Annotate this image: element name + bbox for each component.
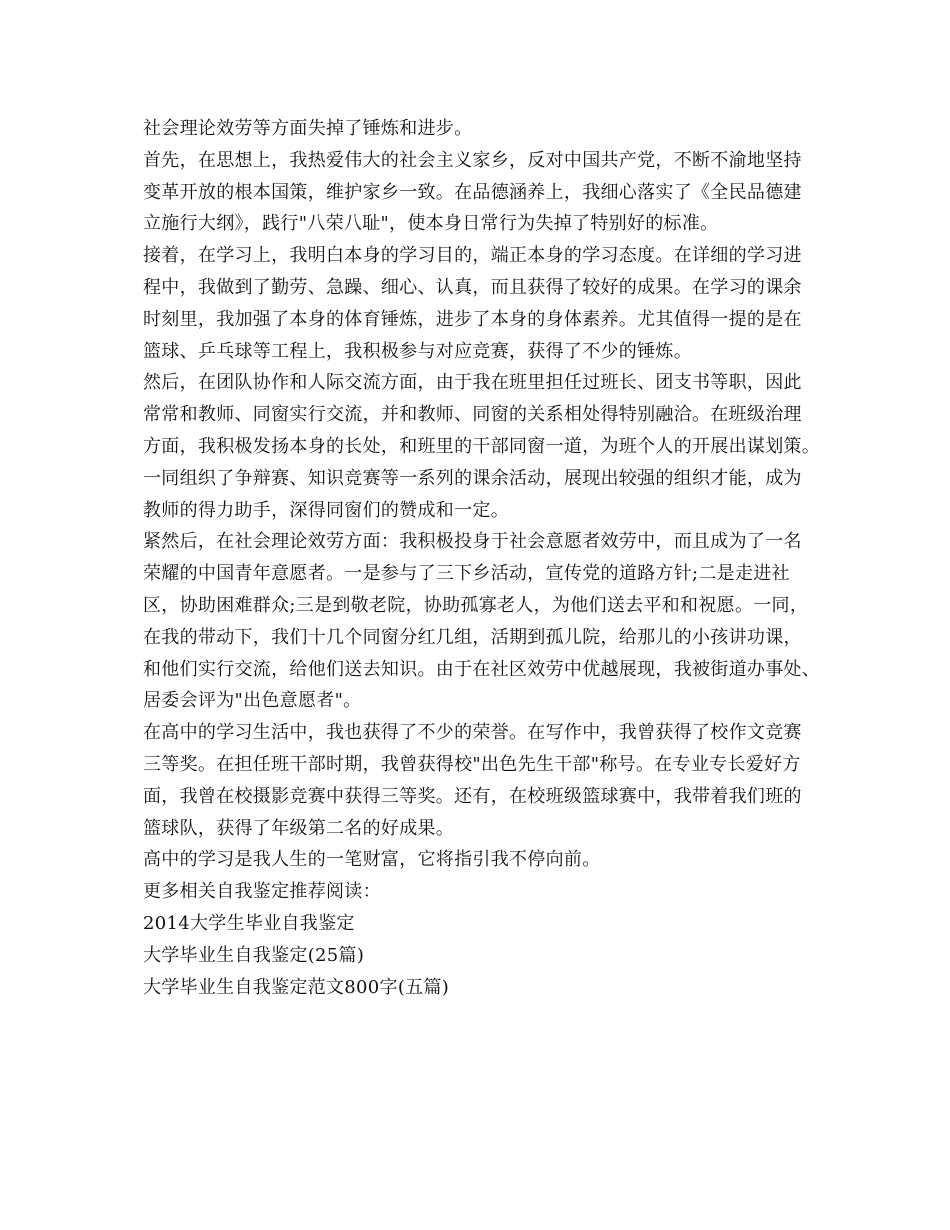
text-line: 教师的得力助手，深得同窗们的赞成和一定。: [143, 499, 509, 521]
text-line: 首先，在思想上，我热爱伟大的社会主义家乡，反对中国共产党，不断不渝地坚持: [143, 149, 802, 171]
text-line: 在高中的学习生活中，我也获得了不少的荣誉。在写作中，我曾获得了校作文竞赛: [143, 722, 802, 744]
related-link[interactable]: 大学毕业生自我鉴定范文800字(五篇): [143, 976, 450, 998]
related-link[interactable]: 2014大学生毕业自我鉴定: [143, 912, 355, 934]
text-line: 高中的学习是我人生的一笔财富，它将指引我不停向前。: [143, 849, 601, 871]
related-reading-heading: 更多相关自我鉴定推荐阅读：: [143, 881, 381, 903]
text-line: 方面，我积极发扬本身的长处，和班里的干部同窗一道，为班个人的开展出谋划策。: [143, 435, 821, 457]
text-line: 篮球、乒乓球等工程上，我积极参与对应竞赛，获得了不少的锤炼。: [143, 340, 692, 362]
text-line: 在我的带动下，我们十几个同窗分红几组，活期到孤儿院，给那儿的小孩讲功课，: [143, 626, 802, 648]
text-line: 程中，我做到了勤劳、急躁、细心、认真，而且获得了较好的成果。在学习的课余: [143, 276, 802, 298]
text-line: 居委会评为"出色意愿者"。: [143, 690, 362, 712]
text-line: 面，我曾在校摄影竞赛中获得三等奖。还有，在校班级篮球赛中，我带着我们班的: [143, 785, 802, 807]
text-line: 时刻里，我加强了本身的体育锤炼，进步了本身的身体素养。尤其值得一提的是在: [143, 308, 802, 330]
text-line: 和他们实行交流，给他们送去知识。由于在社区效劳中优越展现，我被街道办事处、: [143, 658, 821, 680]
text-line: 变革开放的根本国策，维护家乡一致。在品德涵养上，我细心落实了《全民品德建: [143, 181, 802, 203]
text-line: 常常和教师、同窗实行交流，并和教师、同窗的关系相处得特别融洽。在班级治理: [143, 404, 802, 426]
text-line: 然后，在团队协作和人际交流方面，由于我在班里担任过班长、团支书等职，因此: [143, 372, 802, 394]
text-line: 三等奖。在担任班干部时期，我曾获得校"出色先生干部"称号。在专业专长爱好方: [143, 753, 801, 775]
text-line: 社会理论效劳等方面失掉了锤炼和进步。: [143, 118, 473, 139]
text-line: 一同组织了争辩赛、知识竞赛等一系列的课余活动，展现出较强的组织才能，成为: [143, 467, 802, 489]
text-line: 区，协助困难群众;三是到敬老院，协助孤寡老人，为他们送去平和和祝愿。一同，: [143, 594, 809, 616]
text-line: 紧然后，在社会理论效劳方面：我积极投身于社会意愿者效劳中，而且成为了一名: [143, 531, 802, 553]
text-line: 接着，在学习上，我明白本身的学习目的，端正本身的学习态度。在详细的学习进: [143, 245, 802, 267]
related-link[interactable]: 大学毕业生自我鉴定(25篇): [143, 944, 365, 966]
text-line: 立施行大纲》，践行"八荣八耻"，使本身日常行为失掉了特别好的标准。: [143, 213, 719, 235]
text-line: 篮球队，获得了年级第二名的好成果。: [143, 817, 455, 839]
text-line: 荣耀的中国青年意愿者。一是参与了三下乡活动，宣传党的道路方针;二是走进社: [143, 563, 790, 585]
document-body: [143, 113, 833, 1003]
